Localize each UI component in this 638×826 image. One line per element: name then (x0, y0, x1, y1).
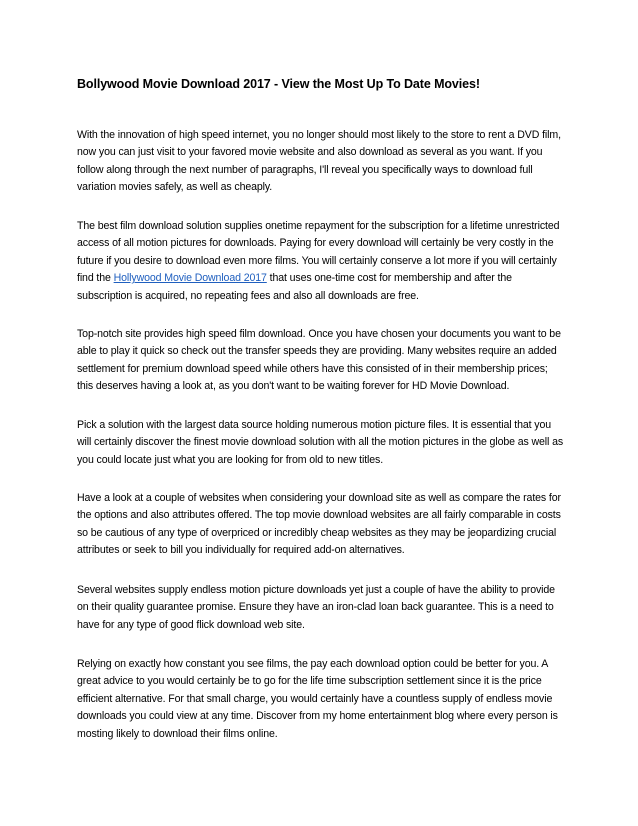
paragraph-7: Relying on exactly how constant you see films, the pay each download option could be better for you. A great advice to you would certainly be to go for the life time subscription settlement since it is the price efficient alternative. For that small charge, you would certainly have a countless supply of endless movie downloads you could view at any time. Discover from my home entertainment blog where every person is mosting likely to download their films online. (77, 658, 558, 740)
paragraph-4: Pick a solution with the largest data source holding numerous motion picture files. It is essential that you will certainly discover the finest movie download solution with all the motion pictures in the globe as well as you could locate just what you are looking for from old to new titles. (77, 419, 564, 466)
paragraph-2-text-after: that uses one-time cost for membership and after the subscription is acquired, no repeating fees and also all downloads are free. (77, 272, 512, 302)
paragraph-5: Have a look at a couple of websites when considering your download site as well as compare the rates for the options and also attributes offered. The top movie download websites are all fairly comparable in costs so be cautious of any type of overpriced or incredibly cheap websites as they may be jeopardizing crucial attributes or seek to bill you individually for required add-on alternatives. (77, 492, 561, 557)
paragraph-1: With the innovation of high speed internet, you no longer should most likely to the store to rent a DVD film, now you can just visit to your favored movie website and also download as several as you want. If you follow along through the next number of paragraphs, I'll reveal you specifically ways to download full variation movies safely, as well as cheaply. (77, 129, 561, 194)
hollywood-movie-download-link[interactable]: Hollywood Movie Download 2017 (113, 272, 267, 285)
document-title: Bollywood Movie Download 2017 - View the Most Up To Date Movies! (77, 77, 480, 91)
paragraph-6: Several websites supply endless motion picture downloads yet just a couple of have the ability to provide on their quality guarantee promise. Ensure they have an iron-clad loan back guarantee. This is a need to have for any type of good flick download web site. (77, 584, 555, 631)
paragraph-3: Top-notch site provides high speed film download. Once you have chosen your documents you want to be able to play it quick so check out the transfer speeds they are providing. Many websites require an added settlement for premium download speed while others have this consisted of in their membership prices; this deserves having a look at, as you don't want to be waiting forever for HD Movie Download. (77, 328, 561, 393)
paragraph-2-text-before: The best film download solution supplies onetime repayment for the subscription for a lifetime unrestricted access of all motion pictures for downloads. Paying for every download will certainly be very costly in the future if you desire to download even more films. You will certainly conserve a lot more if you will certainly find the (77, 220, 560, 285)
paragraph-2 (77, 218, 563, 305)
